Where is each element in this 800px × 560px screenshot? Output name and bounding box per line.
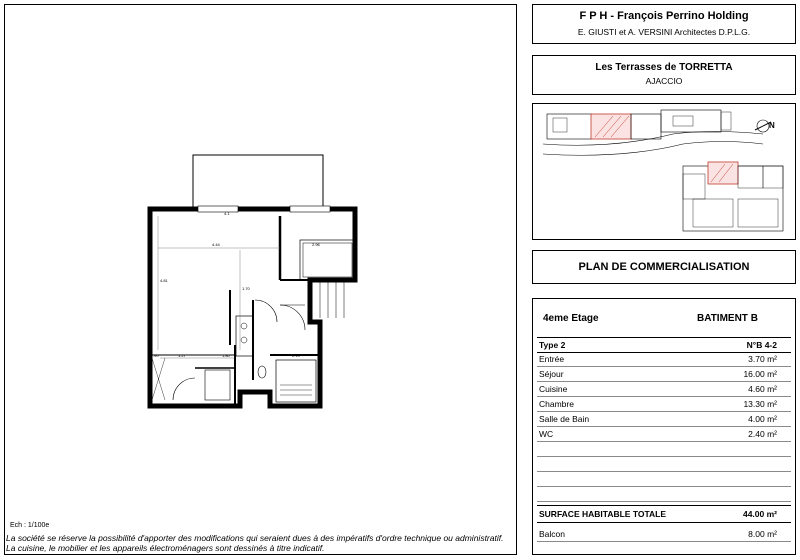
room-area: 4.60 m² xyxy=(748,384,777,394)
table-row xyxy=(537,397,791,412)
lot-number: N°B 4-2 xyxy=(746,340,777,350)
floor-label: 4eme Etage xyxy=(543,313,599,324)
balcony-value: 8.00 m² xyxy=(748,529,777,539)
room-name: Séjour xyxy=(539,369,564,379)
dim-label: 4.81 xyxy=(160,278,168,283)
project-box xyxy=(532,55,796,95)
dim-label: 2.96 xyxy=(312,242,320,247)
room-name: Entrée xyxy=(539,354,565,364)
svg-text:N: N xyxy=(769,121,775,130)
room-name: Chambre xyxy=(539,399,574,409)
project-name: Les Terrasses de TORRETTA xyxy=(595,62,733,73)
empty-row xyxy=(537,457,791,472)
room-name: WC xyxy=(539,429,554,439)
total-value: 44.00 m² xyxy=(742,509,777,519)
table-row xyxy=(537,412,791,427)
room-area: 3.70 m² xyxy=(748,354,777,364)
disclaimer-line-1: La société se réserve la possibilité d'apporter des modifications qui seraient dues à des impératifs d'ordre technique ou administratif. xyxy=(6,533,504,543)
total-label: SURFACE HABITABLE TOTALE xyxy=(539,509,667,519)
company-name: F P H - François Perrino Holding xyxy=(579,10,749,22)
floor-plan-drawing xyxy=(4,4,517,555)
dim-label: 1.27 xyxy=(178,353,186,358)
room-name: Salle de Bain xyxy=(539,414,590,424)
total-row xyxy=(537,505,791,523)
site-plan-image xyxy=(533,104,795,239)
balcony-label: Balcon xyxy=(539,529,565,539)
room-area: 4.00 m² xyxy=(748,414,777,424)
room-name: Cuisine xyxy=(539,384,568,394)
dim-label: 4.44 xyxy=(212,242,220,247)
table-row xyxy=(537,367,791,382)
plan-title-box xyxy=(532,250,796,284)
room-area: 16.00 m² xyxy=(743,369,777,379)
balcony xyxy=(193,155,323,210)
table-row xyxy=(537,427,791,442)
dim-label: 1.70 xyxy=(242,286,250,291)
empty-row xyxy=(537,472,791,487)
dim-label: 1.80 xyxy=(222,353,230,358)
company-box xyxy=(532,4,796,44)
architects: E. GIUSTI et A. VERSINI Architectes D.P.L.G. xyxy=(577,27,751,37)
type-label: Type 2 xyxy=(539,340,566,350)
disclaimer-line-2: La cuisine, le mobilier et les appareils électroménagers sont dessinés à titre indicatif. xyxy=(6,543,325,553)
surface-summary xyxy=(532,298,796,555)
room-area: 2.40 m² xyxy=(748,429,777,439)
scale-label: Ech : 1/100e xyxy=(10,522,50,529)
building-label: BATIMENT B xyxy=(697,313,758,324)
project-city: AJACCIO xyxy=(645,76,683,86)
empty-row xyxy=(537,442,791,457)
site-plan-box xyxy=(532,103,796,240)
empty-row xyxy=(537,487,791,502)
type-row xyxy=(537,337,791,353)
table-row xyxy=(537,352,791,367)
balcony-row xyxy=(537,527,791,542)
room-area: 13.30 m² xyxy=(743,399,777,409)
dim-label: .90 xyxy=(153,353,159,358)
dim-label: 2.13 xyxy=(292,353,300,358)
table-row xyxy=(537,382,791,397)
plan-title: PLAN DE COMMERCIALISATION xyxy=(578,261,750,273)
dim-label: 4.1 xyxy=(224,211,230,216)
